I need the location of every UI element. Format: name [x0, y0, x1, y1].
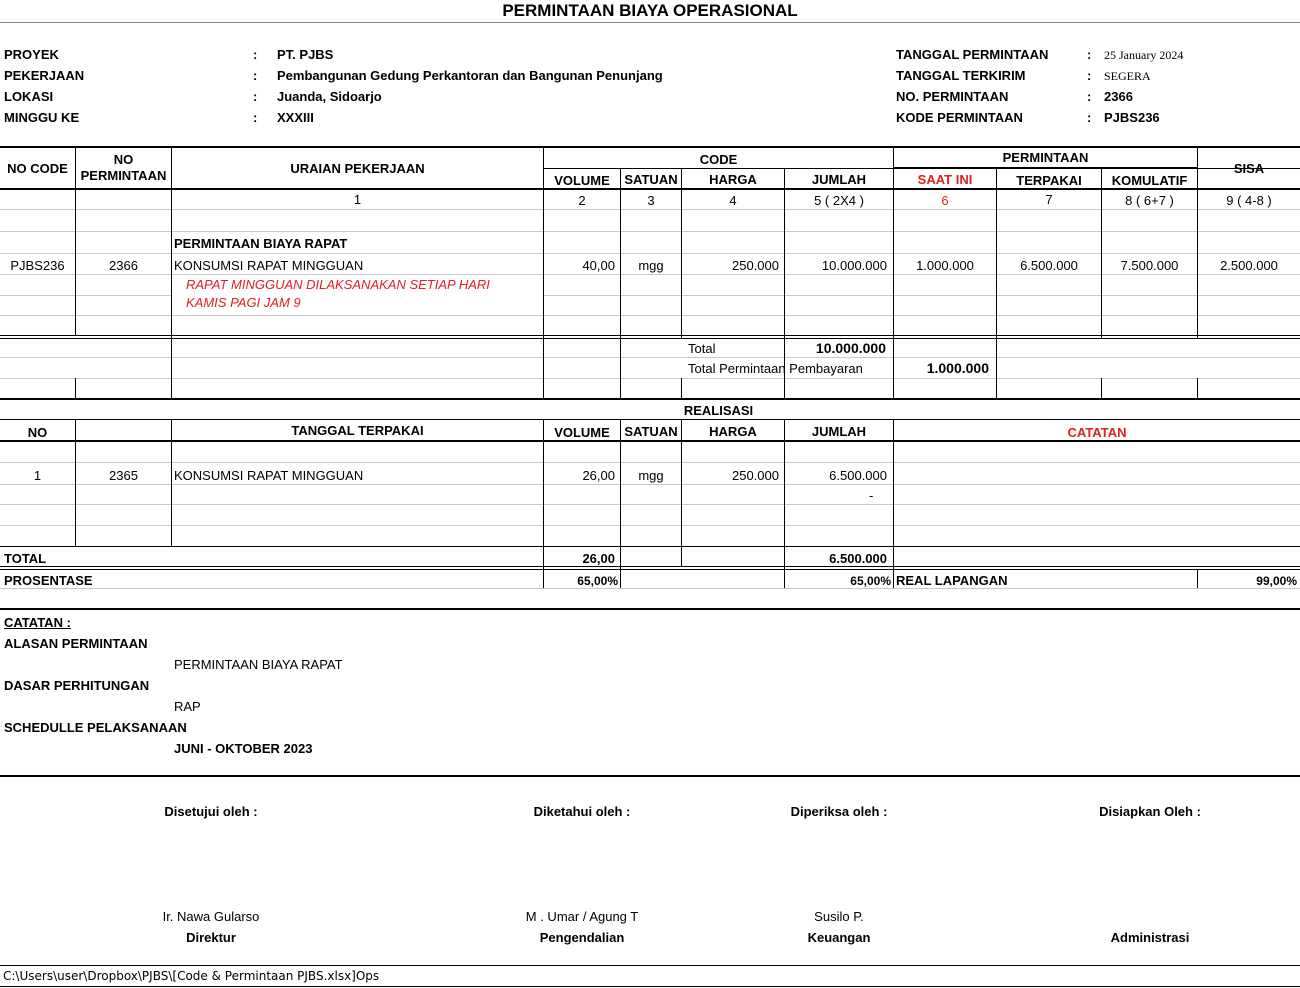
colon: : [1087, 110, 1092, 125]
cell-no: 2366 [109, 258, 138, 273]
signature-role: Administrasi [1110, 930, 1190, 945]
signature-name: M . Umar / Agung T [525, 909, 639, 924]
cell-code: PJBS236 [10, 258, 65, 273]
cell-terpakai: 6.500.000 [1020, 258, 1078, 273]
signature-role: Pengendalian [539, 930, 625, 945]
no-permintaan-value: 2366 [1104, 89, 1133, 104]
signature-role: Keuangan [807, 930, 871, 945]
realisasi-header-jumlah: JUMLAH [811, 424, 867, 439]
header-no-code: NO CODE [7, 161, 68, 176]
cell-ref: 2365 [109, 468, 138, 483]
lokasi-label: LOKASI [4, 89, 54, 104]
col-number: 4 [729, 193, 737, 208]
colon: : [1087, 47, 1092, 62]
colon: : [1087, 89, 1092, 104]
title-divider [0, 22, 1300, 23]
cell-harga: 250.000 [732, 468, 779, 483]
signature-name: Susilo P. [814, 909, 864, 924]
total-request-label: Total Permintaan Pembayaran [688, 361, 863, 376]
signature-caption: Diketahui oleh : [533, 804, 631, 819]
header-jumlah: JUMLAH [811, 172, 867, 187]
prosentase-label: PROSENTASE [4, 573, 93, 588]
cell-volume: 40,00 [582, 258, 615, 273]
realisasi-header-no: NO [27, 425, 48, 440]
cell-uraian: KONSUMSI RAPAT MINGGUAN [174, 258, 364, 273]
header-harga: HARGA [709, 172, 757, 187]
signature-caption: Disetujui oleh : [164, 804, 258, 819]
proyek-label: PROYEK [4, 47, 59, 62]
prosentase-jumlah: 65,00% [850, 574, 891, 588]
cell-uraian: KONSUMSI RAPAT MINGGUAN [174, 468, 364, 483]
header-terpakai: TERPAKAI [1016, 173, 1082, 188]
header-sisa: SISA [1233, 161, 1265, 176]
signature-caption: Diperiksa oleh : [790, 804, 888, 819]
footer-divider [0, 965, 1300, 966]
footer-file-path: C:\Users\user\Dropbox\PJBS\[Code & Permintaan PJBS.xlsx]Ops [3, 969, 380, 983]
minggu-value: XXXIII [277, 110, 314, 125]
divider [0, 608, 1300, 610]
proyek-value: PT. PJBS [277, 47, 334, 62]
total-label: Total [688, 341, 716, 356]
minggu-label: MINGGU KE [4, 110, 80, 125]
lokasi-value: Juanda, Sidoarjo [277, 89, 382, 104]
note-line-1: RAPAT MINGGUAN DILAKSANAKAN SETIAP HARI [186, 277, 490, 292]
cell-sisa: 2.500.000 [1220, 258, 1278, 273]
total-value: 10.000.000 [815, 340, 886, 356]
cell-jumlah: 10.000.000 [821, 258, 887, 273]
tanggal-permintaan-value: 25 January 2024 [1104, 48, 1184, 62]
realisasi-header-volume: VOLUME [554, 425, 610, 440]
realisasi-header-catatan: CATATAN [1067, 425, 1127, 440]
cell-satuan: mgg [638, 468, 664, 483]
header-satuan: SATUAN [624, 172, 678, 187]
group-label: PERMINTAAN BIAYA RAPAT [174, 236, 348, 251]
prosentase-volume: 65,00% [577, 574, 618, 588]
divider [0, 775, 1300, 777]
col-number: 7 [1045, 192, 1053, 207]
cell-satuan: mgg [638, 258, 664, 273]
col-number: 8 ( 6+7 ) [1125, 193, 1174, 208]
colon: : [253, 110, 258, 125]
col-number: 1 [353, 192, 362, 207]
cell-harga: 250.000 [732, 258, 779, 273]
schedule-value: JUNI - OKTOBER 2023 [174, 741, 313, 756]
note-line-2: KAMIS PAGI JAM 9 [186, 295, 301, 310]
dasar-value: RAP [174, 699, 201, 714]
header-uraian: URAIAN PEKERJAAN [290, 161, 425, 176]
header-code: CODE [699, 152, 738, 167]
kode-permintaan-value: PJBS236 [1104, 110, 1160, 125]
realisasi-total-jumlah: 6.500.000 [829, 551, 887, 566]
alasan-label: ALASAN PERMINTAAN [4, 636, 148, 651]
real-lapangan-value: 99,00% [1256, 574, 1297, 588]
signature-caption: Disiapkan Oleh : [1099, 804, 1201, 819]
catatan-heading: CATATAN : [4, 615, 71, 630]
tanggal-terkirim-label: TANGGAL TERKIRIM [896, 68, 1026, 83]
colon: : [253, 68, 258, 83]
dasar-label: DASAR PERHITUNGAN [4, 678, 150, 693]
colon: : [253, 47, 258, 62]
alasan-value: PERMINTAAN BIAYA RAPAT [174, 657, 343, 672]
real-lapangan-label: REAL LAPANGAN [896, 573, 1008, 588]
tanggal-terkirim-value: SEGERA [1104, 69, 1151, 83]
tanggal-permintaan-label: TANGGAL PERMINTAAN [896, 47, 1049, 62]
document-title: PERMINTAAN BIAYA OPERASIONAL [0, 0, 1300, 22]
colon: : [1087, 68, 1092, 83]
realisasi-title: REALISASI [683, 403, 754, 418]
header-permintaan: PERMINTAAN [1002, 150, 1089, 165]
col-number: 3 [647, 193, 655, 208]
cell-saat-ini: 1.000.000 [916, 258, 974, 273]
realisasi-total-volume: 26,00 [582, 551, 615, 566]
col-number: 9 ( 4-8 ) [1226, 193, 1272, 208]
header-saat-ini: SAAT INI [917, 172, 973, 187]
cell-jumlah: 6.500.000 [829, 468, 887, 483]
col-number: 2 [578, 193, 586, 208]
footer-bottom-line [0, 986, 1300, 987]
realisasi-header-tanggal: TANGGAL TERPAKAI [291, 423, 424, 438]
col-number: 6 [941, 193, 949, 208]
schedule-label: SCHEDULLE PELAKSANAAN [4, 720, 187, 735]
cell-no: 1 [33, 468, 42, 483]
signature-role: Direktur [186, 930, 236, 945]
colon: : [253, 89, 258, 104]
no-permintaan-label: NO. PERMINTAAN [896, 89, 1009, 104]
kode-permintaan-label: KODE PERMINTAAN [896, 110, 1023, 125]
realisasi-header-harga: HARGA [709, 424, 757, 439]
col-number: 5 ( 2X4 ) [814, 193, 864, 208]
pekerjaan-label: PEKERJAAN [4, 68, 85, 83]
header-volume: VOLUME [554, 173, 610, 188]
header-komulatif: KOMULATIF [1111, 173, 1188, 188]
realisasi-total-label: TOTAL [4, 551, 47, 566]
total-request-value: 1.000.000 [926, 360, 989, 376]
header-no-permintaan: NO PERMINTAAN [80, 152, 167, 183]
cell-dash: - [869, 488, 874, 503]
cell-komulatif: 7.500.000 [1120, 258, 1179, 273]
pekerjaan-value: Pembangunan Gedung Perkantoran dan Bangunan Penunjang [277, 68, 663, 83]
signature-name: Ir. Nawa Gularso [162, 909, 260, 924]
realisasi-header-satuan: SATUAN [624, 424, 678, 439]
cell-volume: 26,00 [582, 468, 615, 483]
